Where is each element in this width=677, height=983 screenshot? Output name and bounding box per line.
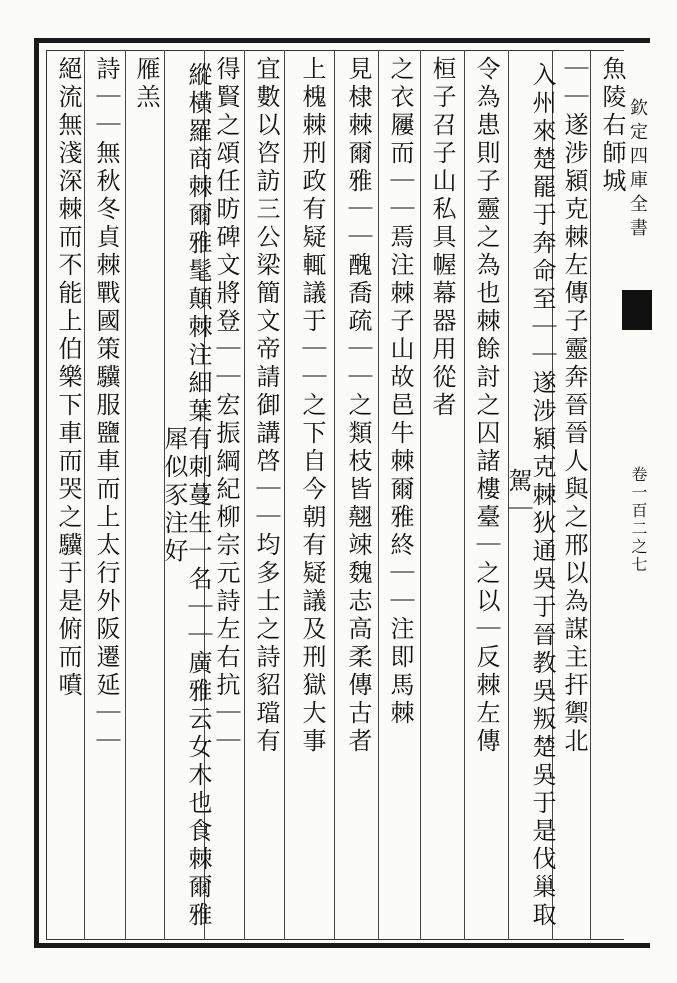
text-column-2 bbox=[554, 56, 594, 936]
column-text: 見棣棘爾雅｜｜醜喬疏｜｜之類枝皆翹竦魏志高柔傳古者 bbox=[344, 56, 372, 756]
column-text: 上槐棘刑政有疑輒議于｜｜之下自今朝有疑議及刑獄大事 bbox=[298, 56, 326, 756]
text-column-13 bbox=[86, 56, 126, 936]
text-column-11 bbox=[160, 56, 212, 936]
column-text: 雁羔 bbox=[132, 56, 160, 112]
text-column-14 bbox=[48, 56, 88, 936]
text-column-10 bbox=[206, 56, 246, 936]
text-column-4 bbox=[466, 56, 506, 936]
margin-book-title: 欽定四庫全書 bbox=[627, 98, 648, 242]
fishtail-mark bbox=[622, 290, 652, 330]
margin-volume: 卷一百二之七 bbox=[629, 466, 648, 574]
column-text: 得賢之頌任昉碑文將登｜｜宏振綱紀柳宗元詩左右抗｜｜ bbox=[212, 56, 240, 756]
text-column-5 bbox=[422, 56, 462, 936]
column-text: 令為患則子靈之為也棘餘討之囚諸樓臺｜之以｜反棘左傳 bbox=[472, 56, 500, 756]
column-rule bbox=[464, 50, 465, 940]
text-column-12 bbox=[126, 56, 166, 936]
column-rule bbox=[334, 50, 335, 940]
column-rule bbox=[378, 50, 379, 940]
column-rule bbox=[420, 50, 421, 940]
text-column-6 bbox=[380, 56, 420, 936]
column-text: ｜｜遂涉潁克棘左傳子靈奔晉晉人與之邢以為謀主扞禦北 bbox=[560, 56, 588, 756]
column-text: 入州來楚罷于奔命至｜｜遂涉潁克棘狄通吳于晉教吳叛楚吳于是伐巢取駕｜ bbox=[504, 62, 556, 930]
column-text: 詩｜｜無秋冬貞棘戰國策驥服鹽車而上太行外阪遷延｜｜ bbox=[92, 56, 120, 756]
text-column-3 bbox=[504, 56, 556, 936]
column-text: 宜數以咨訪三公梁簡文帝請御講啓｜｜均多士之詩貂璫有 bbox=[252, 56, 280, 756]
column-text: 絕流無淺深棘而不能上伯樂下車而哭之驥于是俯而噴 bbox=[54, 56, 82, 700]
column-text: 縱橫羅商棘爾雅髦顛棘注細葉有刺蔓生一名｜｜廣雅云女木也食棘爾雅犀似豕注好 bbox=[160, 62, 212, 930]
column-text: 之衣屨而｜｜焉注棘子山故邑牛棘爾雅終｜｜注即馬棘 bbox=[386, 56, 414, 728]
text-column-9 bbox=[246, 56, 286, 936]
text-column-8 bbox=[292, 56, 332, 936]
column-text: 桓子召子山私具幄幕器用從者 bbox=[428, 56, 456, 420]
text-column-7 bbox=[338, 56, 378, 936]
column-text: 魚陵右師城 bbox=[598, 56, 626, 196]
